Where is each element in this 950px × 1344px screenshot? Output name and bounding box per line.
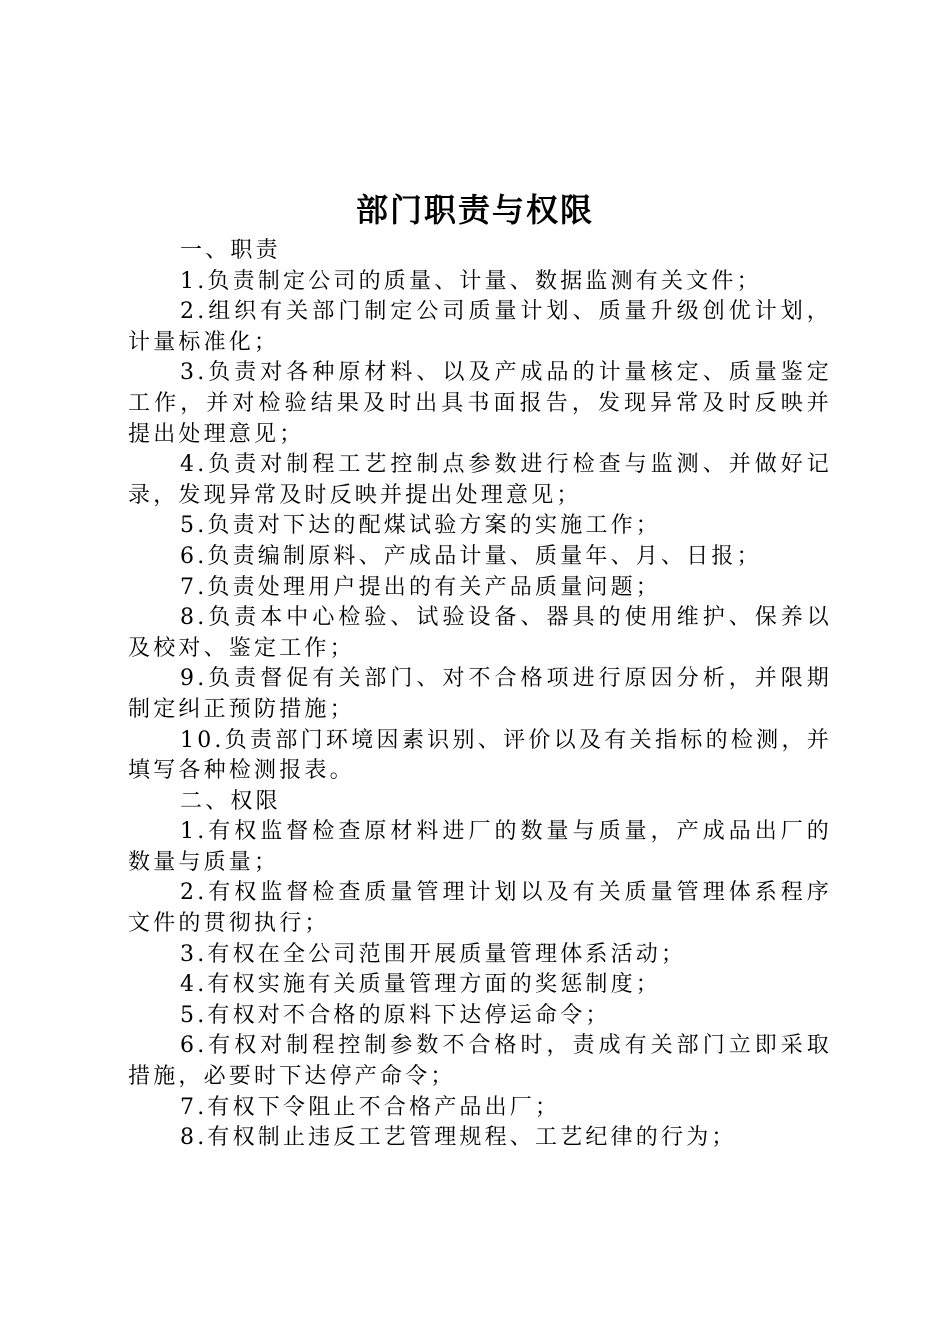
duty-item-3: 3.负责对各种原材料、以及产成品的计量核定、质量鉴定工作，并对检验结果及时出具书面报告，发现异常及时反映并提出处理意见； (128, 360, 832, 447)
duty-item-8: 8.负责本中心检验、试验设备、器具的使用维护、保养以及校对、鉴定工作； (128, 605, 832, 661)
duty-item-5: 5.负责对下达的配煤试验方案的实施工作； (180, 513, 661, 539)
duty-item-1: 1.负责制定公司的质量、计量、数据监测有关文件； (180, 268, 762, 294)
duty-item-4: 4.负责对制程工艺控制点参数进行检查与监测、并做好记录，发现异常及时反映并提出处理意见； (128, 452, 832, 508)
duty-item-9: 9.负责督促有关部门、对不合格项进行原因分析，并限期制定纠正预防措施； (128, 666, 832, 722)
document-body (128, 236, 832, 1154)
authority-item-6: 6.有权对制程控制参数不合格时，责成有关部门立即采取措施，必要时下达停产命令； (128, 1033, 832, 1090)
authority-item-7: 7.有权下令阻止不合格产品出厂； (180, 1094, 561, 1120)
authority-item-4: 4.有权实施有关质量管理方面的奖惩制度； (180, 972, 661, 998)
document-title: 部门职责与权限 (355, 191, 594, 229)
duty-item-2: 2.组织有关部门制定公司质量计划、质量升级创优计划，计量标准化； (128, 299, 832, 355)
section-heading-authority: 二、权限 (180, 788, 281, 814)
authority-item-5: 5.有权对不合格的原料下达停运命令； (180, 1002, 611, 1028)
duty-item-10: 10.负责部门环境因素识别、评价以及有关指标的检测，并填写各种检测报表。 (128, 727, 832, 784)
duty-item-6: 6.负责编制原料、产成品计量、质量年、月、日报； (180, 543, 762, 569)
authority-item-3: 3.有权在全公司范围开展质量管理体系活动； (180, 941, 687, 967)
authority-item-8: 8.有权制止违反工艺管理规程、工艺纪律的行为； (180, 1125, 737, 1151)
authority-item-2: 2.有权监督检查质量管理计划以及有关质量管理体系程序文件的贯彻执行； (128, 880, 832, 937)
authority-item-1: 1.有权监督检查原材料进厂的数量与质量，产成品出厂的数量与质量； (128, 819, 832, 875)
section-heading-duties: 一、职责 (180, 238, 281, 263)
duty-item-7: 7.负责处理用户提出的有关产品质量问题； (180, 574, 661, 600)
